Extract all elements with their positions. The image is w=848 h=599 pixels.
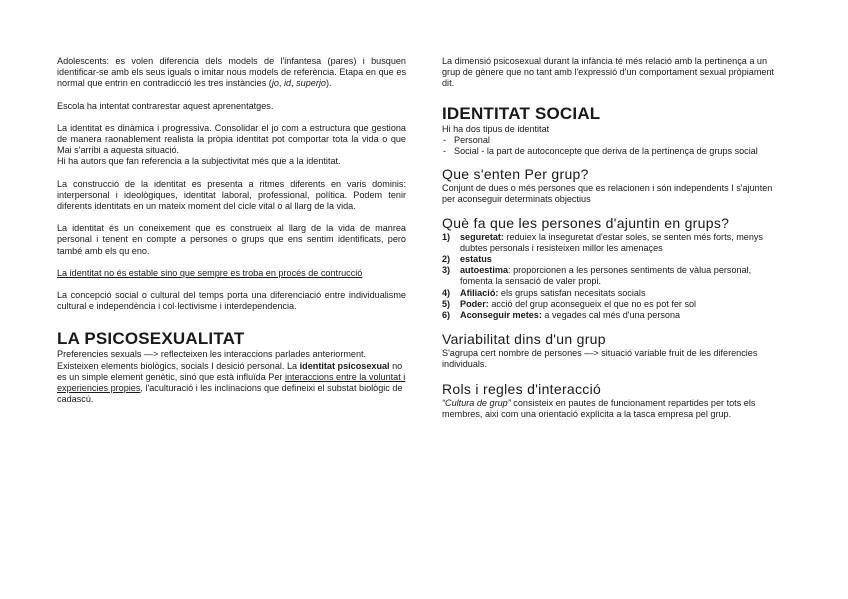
reasons-list bbox=[442, 232, 776, 322]
paragraph-variabilitat: S'agrupa cert nombre de persones —> situació variable fruit de les diferencies individuals. bbox=[442, 348, 758, 370]
heading-identitat-social: IDENTITAT SOCIAL bbox=[442, 103, 601, 123]
paragraph-identitat-dinamica: La identitat es dinàmica i progressiva. Consolidar el jo com a estructura que gestiona de manera raonablement realista la pròpia identitat pot comportar tota la vida o que Mai s'arribi a aquesta situació. bbox=[57, 122, 406, 156]
paragraph-rols: “Cultura de grup” consisteix en pautes de funcionament repartides per tots els membres, aixi com una orientació explícita a la tasca empresa pel grup. bbox=[442, 397, 756, 419]
list-item: 2) estatus bbox=[442, 254, 492, 265]
paragraph-coneixement: La identitat és un coneixement que es construeix al llarg de la vida de manrea personal i tenent en compte a persones o grups que ens sentim identificats, pero també amb els qu eno. bbox=[57, 223, 406, 256]
list-item: 4) Afiliació: els grups satisfan necesitats socials bbox=[442, 287, 646, 298]
list-item: - Social - la part de autoconcepte que deriva de la pertinença de grups social bbox=[442, 146, 776, 157]
right-column bbox=[442, 56, 776, 420]
types-intro: Hi ha dos tipus de identitat bbox=[442, 123, 550, 134]
paragraph-dimensio-psicosexual: La dimensió psicosexual durant la infància té més relació amb la pertinença a un grup de gènere que no tant amb l'expressió d'un comportament sexual pròpiament dit. bbox=[442, 56, 775, 89]
list-item: - Personal bbox=[442, 135, 776, 146]
paragraph-subjectivitat: Hi ha autors que fan referencia a la subjectivitat més que a la identitat. bbox=[57, 156, 341, 167]
list-item: 1) seguretat: reduiex la inseguretat d'estar soles, se senten més forts, menys dubtes personals i resisteixen millor les amenaçes bbox=[442, 231, 763, 253]
paragraph-grup-def: Conjunt de dues o més persones que es relacionen i són independents I s'ajunten per aconseguir determinats objectius bbox=[442, 183, 773, 205]
list-item: 5) Poder: acció del grup aconsegueix el que no es pot fer sol bbox=[442, 298, 697, 309]
heading-per-que-grups: Què fa que les persones d'ajuntin en grups? bbox=[442, 214, 730, 231]
list-item: 3) autoestima: proporcionen a les persones sentiments de vàlua personal, fomenta la sensació de valer propi. bbox=[442, 265, 752, 287]
paragraph-no-estable: La identitat no és estable sino que sempre es troba en procés de contrucció bbox=[57, 267, 363, 278]
left-column bbox=[57, 56, 406, 405]
list-item: 6) Aconseguir metes: a vegades cal més d'una persona bbox=[442, 310, 681, 321]
heading-variabilitat: Variabilitat dins d'un grup bbox=[442, 331, 606, 348]
paragraph-concepcio-temps: La concepció social o cultural del temps porta una diferenciació entre individualisme cultural e independència i col·lectivisme i interdependencia. bbox=[57, 290, 406, 312]
heading-que-es-grup: Que s'enten Per grup? bbox=[442, 166, 589, 183]
heading-psicosexualitat: LA PSICOSEXUALITAT bbox=[57, 329, 245, 349]
paragraph-psicosexualitat: Preferencies sexuals —> reflecteixen les interaccions parlades anteriorment. Existeixen elements biològics, socials I desició personal. La identitat psicosexual no es un simple element genètic, sinó que està influïda Per interaccions entre la voluntat i experiencies propies, l'aculturació i les inclinacions que defineixi el substat biològic de cadascú. bbox=[57, 349, 406, 405]
heading-rols: Rols i regles d'interacció bbox=[442, 380, 602, 397]
paragraph-adolescents: Adolescents: es volen diferencia dels models de l'infantesa (pares) i busquen identificar-se amb els seus iguals o imitar nous models de referència. Etapa en que es normal que entrin en contradicció les tres instàncies (jo, id, superjo). bbox=[57, 56, 406, 89]
paragraph-escola: Escola ha intentat contrarestar aquest aprenentatges. bbox=[57, 100, 274, 111]
identity-types-list bbox=[442, 135, 776, 157]
paragraph-construccio: La construcció de la identitat es presenta a ritmes diferents en varis dominis: interpersonal i ideològiques, identitat laboral, professional, política. Podem tenir diferents identitats en un mateix moment del cicle vital o al llarg de la vida. bbox=[57, 178, 406, 212]
